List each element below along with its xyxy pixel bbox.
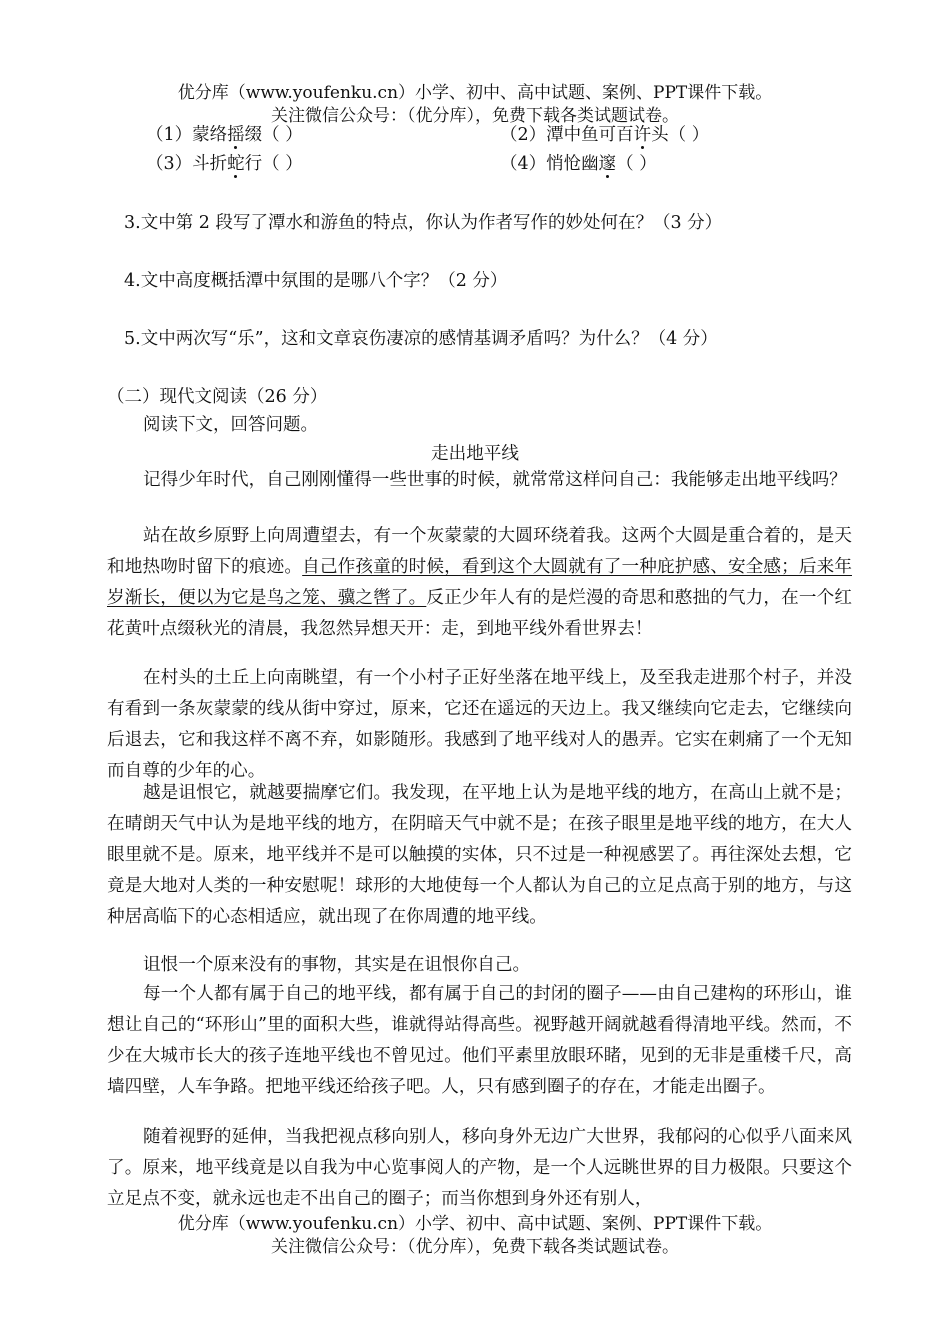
- footer-line-2: 关注微信公众号：（优分库），免费下载各类试题试卷。: [271, 1237, 679, 1257]
- question-5: 5.文中两次写“乐”，这和文章哀伤凄凉的感情基调矛盾吗？为什么？（4 分）: [124, 329, 718, 349]
- header-line-2: 关注微信公众号：（优分库），免费下载各类试题试卷。: [271, 106, 679, 126]
- passage-paragraph-3: 在村头的土丘上向南眺望，有一个小村子正好坐落在地平线上，及至我走进那个村子，并没有看到一条灰蒙蒙的线从街中穿过，原来，它还在遥远的天边上。我又继续向它走去，它继续向后退去，它和我这样不离不弃，如影随形。我感到了地平线对人的愚弄。它实在刺痛了一个无知而自尊的少年的心。: [107, 668, 852, 781]
- footer-line-1: 优分库（www.youfenku.cn）小学、初中、高中试题、案例、PPT课件下载。: [177, 1214, 773, 1234]
- emphasis-dot-char: 摇: [227, 121, 245, 146]
- passage-paragraph-1: 记得少年时代，自己刚刚懂得一些世事的时候，就常常这样问自己：我能够走出地平线吗？: [143, 470, 847, 490]
- passage-paragraph-4: 越是诅恨它，就越要揣摩它们。我发现，在平地上认为是地平线的地方，在高山上就不是；在晴朗天气中认为是地平线的地方，在阴暗天气中就不是；在孩子眼里是地平线的地方，在大人眼里就不是。原来，地平线并不是可以触摸的实体，只不过是一种视感罢了。再往深处去想，它竟是大地对人类的一种安慰呢！球形的大地使每一个人都认为自己的立足点高于别的地方，与这种居高临下的心态相适应，就出现了在你周遭的地平线。: [107, 783, 852, 927]
- passage-paragraph-7: 随着视野的延伸，当我把视点移向别人，移向身外无边广大世界，我郁闷的心似乎八面来风了。原来，地平线竟是以自我为中心览事阅人的产物，是一个人远眺世界的目力极限。只要这个立足点不变，就永远也走不出自己的圈子；而当你想到身外还有别人，: [107, 1127, 852, 1209]
- vocab-item-2: （2）潭中鱼可百许头（ ）: [500, 121, 709, 146]
- vocab-item-4: （4）悄怆幽邃（ ）: [500, 150, 657, 175]
- question-4: 4.文中高度概括潭中氛围的是哪八个字？（2 分）: [124, 271, 508, 291]
- reading-instruction: 阅读下文，回答问题。: [143, 415, 318, 435]
- vocab-item-1: （1）蒙络摇缀（ ）: [146, 121, 303, 146]
- emphasis-dot-char: 蛇: [227, 150, 245, 175]
- section-heading: （二）现代文阅读（26 分）: [107, 387, 328, 407]
- passage-paragraph-5: 诅恨一个原来没有的事物，其实是在诅恨你自己。: [143, 955, 531, 975]
- emphasis-dot-char: 邃: [599, 150, 617, 175]
- underlined-sentence: 自己作孩童的时候，看到这个大圆就有了一种庇护感、安全感；后来年岁渐长，便以为它是鸟之笼、骥之辔了。: [107, 557, 852, 608]
- vocab-item-3: （3）斗折蛇行（ ）: [146, 150, 303, 175]
- header-line-1: 优分库（www.youfenku.cn）小学、初中、高中试题、案例、PPT课件下载。: [177, 83, 773, 103]
- passage-title: 走出地平线: [431, 444, 519, 464]
- question-3: 3.文中第 2 段写了潭水和游鱼的特点，你认为作者写作的妙处何在？（3 分）: [124, 213, 723, 233]
- passage-paragraph-2: 站在故乡原野上向周遭望去，有一个灰蒙蒙的大圆环绕着我。这两个大圆是重合着的，是天和地热吻时留下的痕迹。自己作孩童的时候，看到这个大圆就有了一种庇护感、安全感；后来年岁渐长，便以为它是鸟之笼、骥之辔了。反正少年人有的是烂漫的奇思和憨拙的气力，在一个红花黄叶点缀秋光的清晨，我忽然异想天开：走，到地平线外看世界去！: [107, 526, 852, 639]
- passage-paragraph-6: 每一个人都有属于自己的地平线，都有属于自己的封闭的圈子——由自己建构的环形山，谁想让自己的“环形山”里的面积大些，谁就得站得高些。视野越开阔就越看得清地平线。然而，不少在大城市长大的孩子连地平线也不曾见过。他们平素里放眼环睹，见到的无非是重楼千尺，高墙四壁，人车争路。把地平线还给孩子吧。人，只有感到圈子的存在，才能走出圈子。: [107, 984, 852, 1097]
- emphasis-dot-char: 许: [634, 121, 652, 146]
